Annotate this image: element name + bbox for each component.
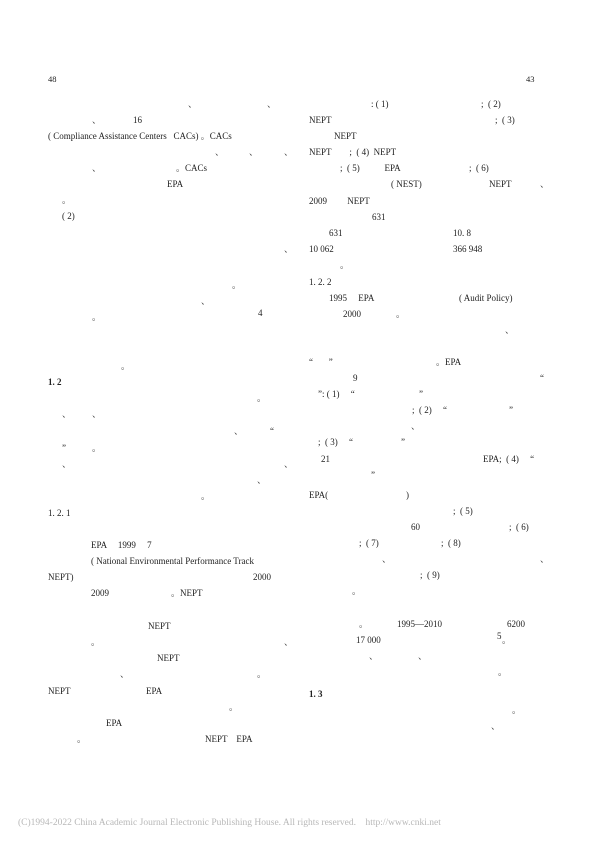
text-fragment: ; ( 8) (441, 538, 461, 548)
text-fragment: 。 (92, 443, 102, 453)
text-fragment: 。 (257, 393, 267, 403)
text-fragment: ; ( 3) “ (318, 437, 353, 447)
text-fragment: NEPT (309, 115, 332, 125)
text-fragment: ; ( 2) (481, 99, 501, 109)
text-fragment: 、 (540, 179, 550, 189)
text-fragment: 。 (77, 734, 87, 744)
text-fragment: 。 (352, 586, 362, 596)
text-fragment: ( 2) (62, 211, 75, 221)
text-fragment: 、 (120, 669, 130, 679)
text-fragment: NEPT (48, 686, 71, 696)
text-fragment: 、 (284, 147, 294, 157)
text-fragment: 、 (284, 637, 294, 647)
text-fragment: 366 948 (453, 244, 483, 254)
text-fragment: ” (371, 470, 375, 480)
text-fragment: 、 (284, 459, 294, 469)
text-fragment: ” (401, 437, 405, 447)
left-page-number: 48 (48, 74, 57, 84)
text-fragment: 2000 (343, 309, 361, 319)
text-fragment: ; ( 3) (495, 115, 515, 125)
text-fragment: 。 (340, 260, 350, 270)
text-fragment: 。 (512, 705, 522, 715)
text-fragment: ; ( 5) (453, 506, 473, 516)
text-fragment: 、 (215, 147, 225, 157)
text-fragment: 。 (229, 702, 239, 712)
text-fragment: 4 (258, 308, 263, 318)
text-fragment: ”: ( 1) “ (318, 389, 355, 399)
text-fragment: 60 (411, 522, 420, 532)
text-fragment: 、 (284, 244, 294, 254)
text-fragment: NEPT (334, 131, 357, 141)
right-page-number: 43 (526, 74, 535, 84)
text-fragment: 17 000 (356, 635, 381, 645)
text-fragment: 、 (491, 721, 501, 731)
text-fragment: 。NEPT (171, 588, 203, 598)
text-fragment: ; ( 6) (469, 163, 489, 173)
text-fragment: 。 (121, 361, 131, 371)
text-fragment: 、 (505, 325, 515, 335)
text-fragment: ) (406, 490, 409, 500)
text-fragment: 1. 2. 2 (309, 277, 332, 287)
text-fragment: 、 (188, 99, 198, 109)
text-fragment: 。 (359, 619, 369, 629)
text-fragment: 、 (92, 409, 102, 419)
text-fragment: 、 (540, 554, 550, 564)
text-fragment: EPA (146, 686, 163, 696)
text-fragment: 。 (257, 669, 267, 679)
text-fragment: ; ( 7) (359, 538, 379, 548)
text-fragment: 2009 NEPT (309, 196, 370, 206)
text-fragment: ( Audit Policy) (459, 293, 513, 303)
text-fragment: 2009 (91, 588, 109, 598)
text-fragment: 1. 2. 1 (48, 508, 71, 518)
text-fragment: “ (270, 426, 274, 436)
text-fragment: ” (419, 389, 423, 399)
text-fragment: 2000 (253, 572, 271, 582)
text-fragment: ( NEST) (391, 179, 422, 189)
text-fragment: 10. 8 (453, 228, 471, 238)
text-fragment: ( Compliance Assistance Centers CACs) 。CACs (48, 131, 232, 141)
text-fragment: 、 (62, 409, 72, 419)
text-fragment: NEPT (148, 621, 171, 631)
text-fragment: NEPT EPA (205, 734, 253, 744)
text-fragment: NEPT ; ( 4) NEPT (309, 147, 397, 157)
text-fragment: 。EPA (436, 357, 462, 367)
text-fragment: 、 (201, 296, 211, 306)
text-fragment: 9 (353, 373, 358, 383)
text-fragment: ; ( 9) (420, 570, 440, 580)
text-fragment: 、 (234, 426, 244, 436)
text-fragment: 。 (91, 637, 101, 647)
text-fragment: NEPT (489, 179, 512, 189)
text-fragment: 1. 3 (309, 689, 323, 699)
text-fragment: 。 (201, 491, 211, 501)
text-fragment: 。CACs (176, 163, 208, 173)
text-fragment: ; ( 5) EPA (340, 163, 401, 173)
text-fragment: 、 (257, 475, 267, 485)
text-fragment: 5 (497, 631, 502, 641)
text-fragment: 、 (369, 651, 379, 661)
text-fragment: 1995—2010 (397, 619, 442, 629)
text-fragment: NEPT) (48, 572, 74, 582)
text-fragment: EPA (167, 179, 184, 189)
text-fragment: 10 062 (309, 244, 334, 254)
text-fragment: 。 (92, 312, 102, 322)
text-fragment: ” (62, 443, 66, 453)
text-fragment: 。 (502, 635, 512, 645)
text-fragment: ; ( 6) (509, 522, 529, 532)
text-fragment: 、 (411, 421, 421, 431)
text-fragment: 、 (382, 554, 392, 564)
text-fragment: ” (509, 405, 513, 415)
text-fragment: NEPT (157, 653, 180, 663)
text-fragment: EPA; ( 4) “ (483, 454, 535, 464)
text-fragment: 。 (498, 667, 508, 677)
copyright-footer: (C)1994-2022 China Academic Journal Electronic Publishing House. All rights reserved. http://www.cnki.net (18, 818, 441, 828)
text-fragment: 、 (62, 459, 72, 469)
text-fragment: “ ” (309, 357, 333, 367)
text-fragment: 、 (249, 147, 259, 157)
text-fragment: 16 (133, 115, 142, 125)
text-fragment: 1. 2 (48, 377, 62, 387)
text-fragment: 6200 (507, 619, 525, 629)
text-fragment: EPA 1999 7 (91, 540, 152, 550)
text-fragment: ( National Environmental Performance Track (91, 556, 254, 566)
text-fragment: “ (540, 373, 544, 383)
text-fragment: : ( 1) (371, 99, 389, 109)
text-fragment: 631 (329, 228, 343, 238)
text-fragment: 。 (396, 309, 406, 319)
text-fragment: 。 (62, 195, 72, 205)
text-fragment: 631 (372, 212, 386, 222)
text-fragment: 、 (92, 115, 102, 125)
text-fragment: 21 (321, 454, 330, 464)
text-fragment: 。 (232, 280, 242, 290)
text-fragment: ; ( 2) “ (412, 405, 447, 415)
text-fragment: 、 (267, 99, 277, 109)
text-fragment: EPA (106, 718, 123, 728)
text-fragment: 、 (92, 163, 102, 173)
text-fragment: 1995 EPA (329, 293, 375, 303)
text-fragment: EPA( (309, 490, 329, 500)
text-fragment: 、 (418, 651, 428, 661)
